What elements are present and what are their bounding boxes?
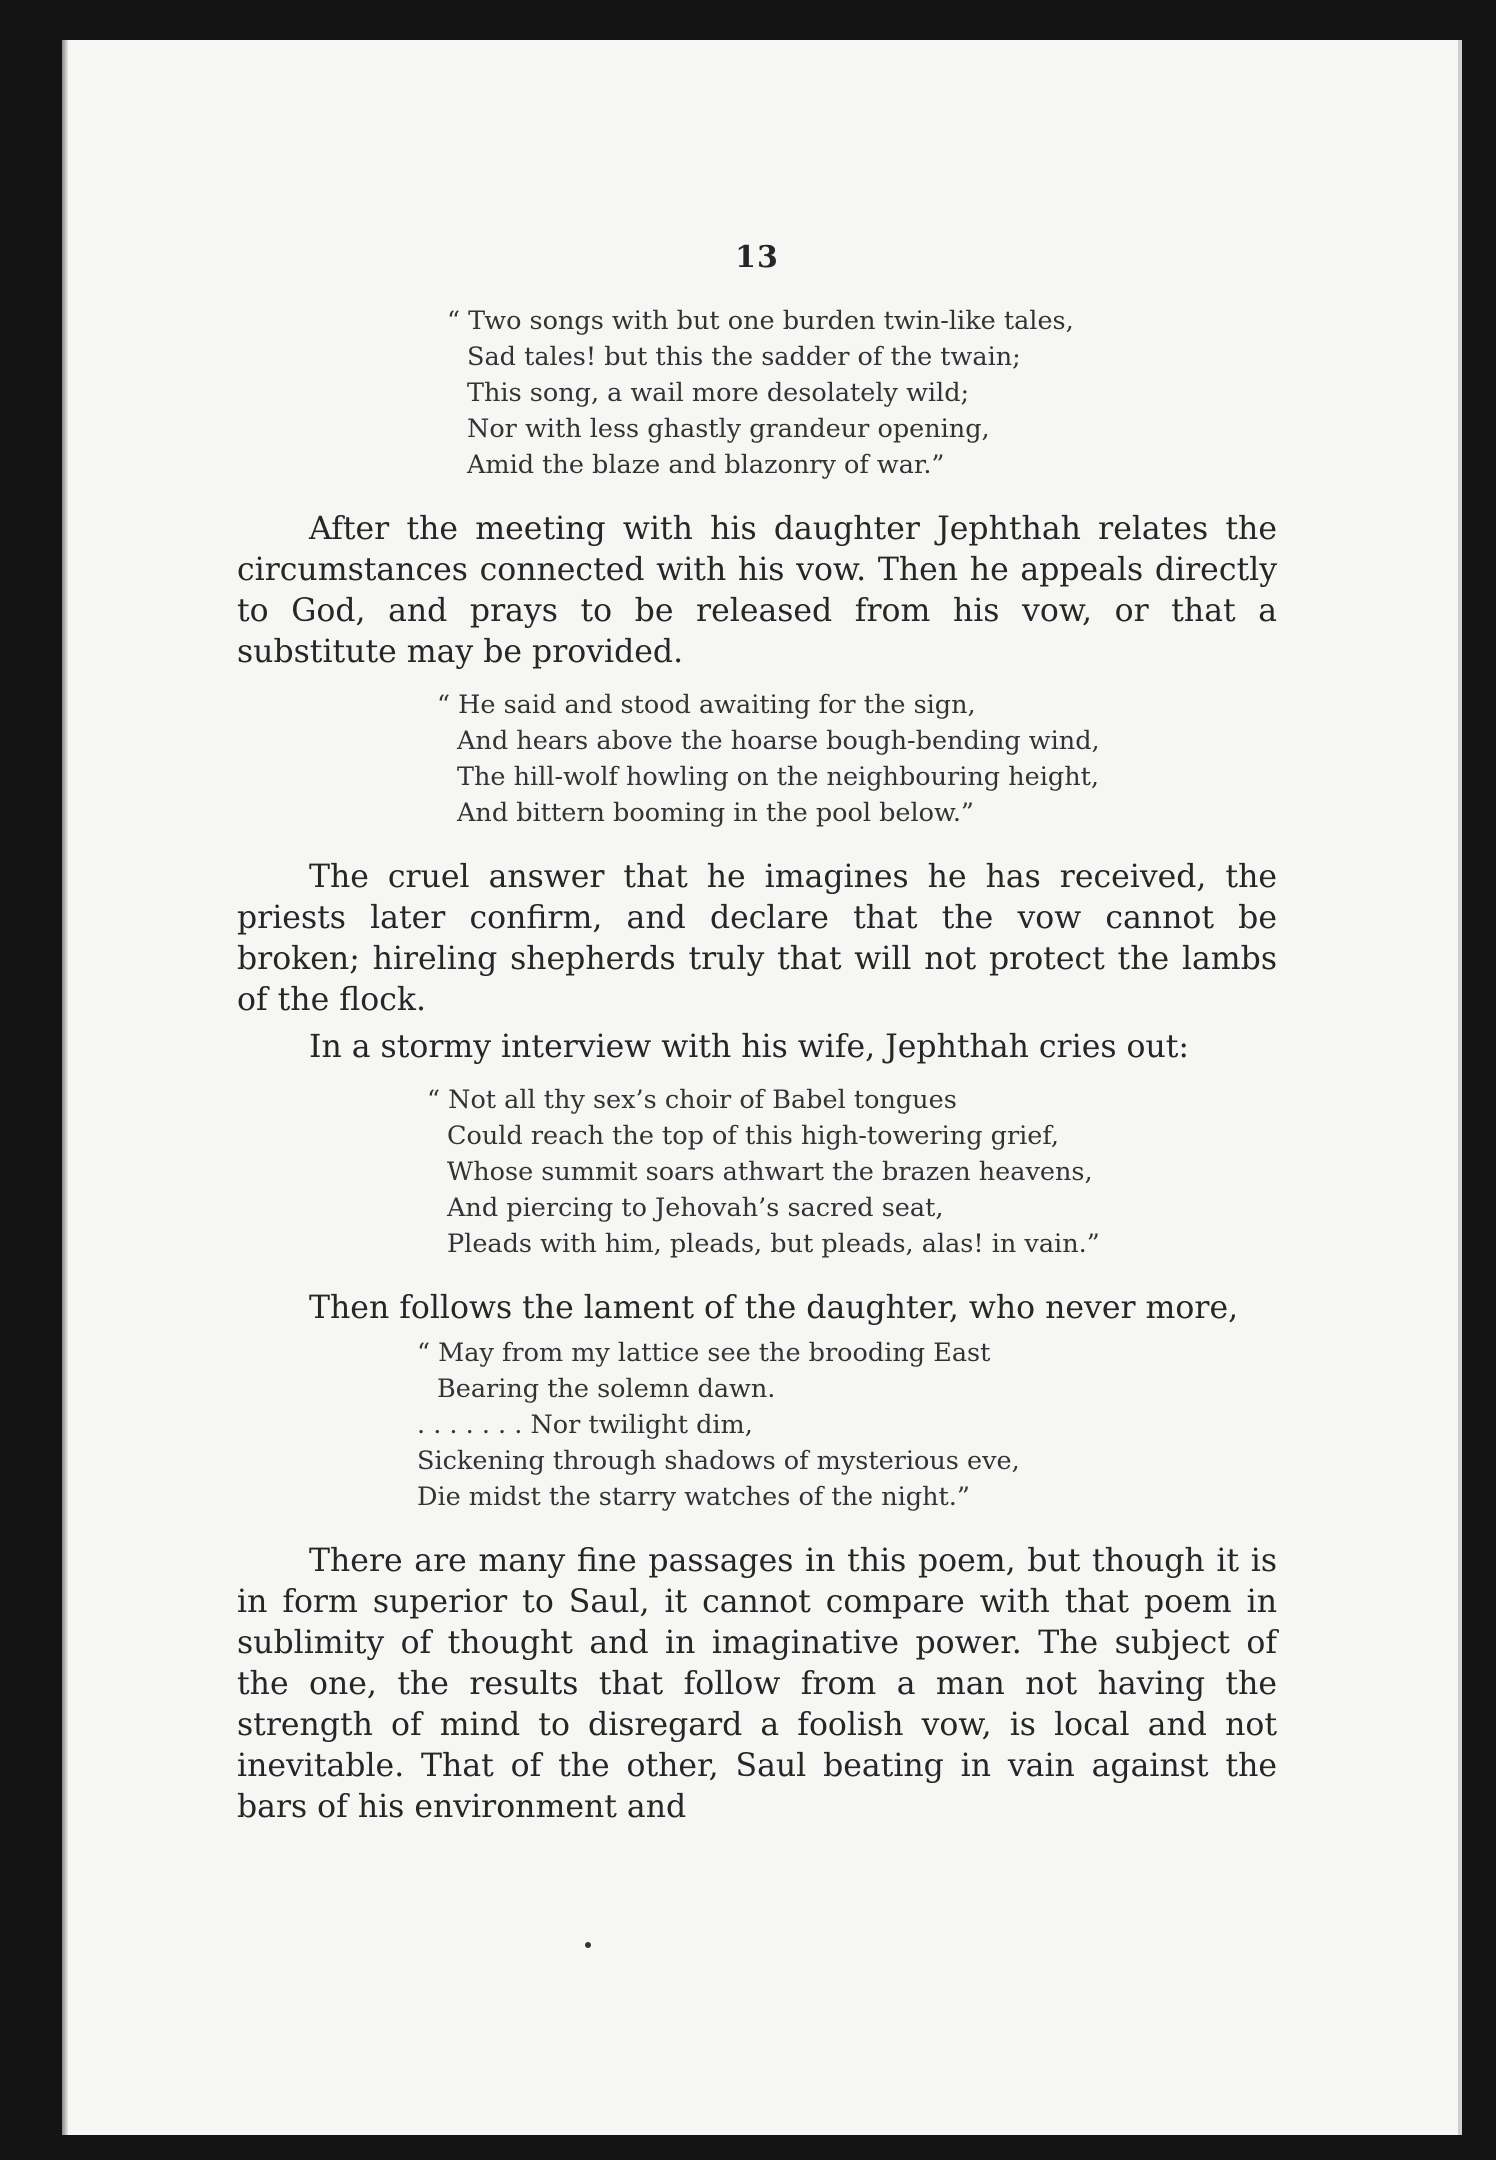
verse-block: [237, 1082, 1277, 1262]
verse-line: Whose summit soars athwart the brazen heavens,: [447, 1157, 1093, 1187]
verse-line: Amid the blaze and blazonry of war.”: [467, 450, 945, 480]
page-content: [237, 240, 1277, 1842]
body-paragraph: Then follows the lament of the daughter, who never more,: [309, 1290, 1239, 1326]
verse-block: [237, 687, 1277, 831]
book-page: [62, 40, 1462, 2135]
body-paragraph: In a stormy interview with his wife, Jephthah cries out:: [309, 1029, 1190, 1065]
body-paragraph: There are many fine passages in this poem, but though it is in form superior to Saul, it cannot compare with that poem in sublimity of thought and in imaginative power. The subject of the one, the results that follow from a man not having the strength of mind to disregard a foolish vow, is local and not inevitable. That of the other, Saul beating in vain against the bars of his environment and: [237, 1543, 1277, 1825]
verse-line: “ Not all thy sex’s choir of Babel tongues: [427, 1085, 957, 1115]
verse-line: Could reach the top of this high-towering grief,: [447, 1121, 1060, 1151]
verse-line: Bearing the solemn dawn.: [437, 1374, 776, 1404]
verse-line: “ He said and stood awaiting for the sign,: [437, 690, 976, 720]
verse-line: Nor with less ghastly grandeur opening,: [467, 414, 990, 444]
verse-block: [237, 303, 1277, 483]
verse-line: This song, a wail more desolately wild;: [467, 378, 970, 408]
print-mark-dot: [585, 1942, 591, 1948]
verse-line: Pleads with him, pleads, but pleads, alas! in vain.”: [447, 1229, 1100, 1259]
verse-line: Die midst the starry watches of the night.”: [417, 1482, 970, 1512]
verse-line: And hears above the hoarse bough-bending wind,: [457, 726, 1100, 756]
verse-line: Sad tales! but this the sadder of the twain;: [467, 342, 1021, 372]
verse-line: . . . . . . . Nor twilight dim,: [417, 1410, 753, 1440]
verse-line: And bittern booming in the pool below.”: [457, 798, 974, 828]
verse-block: [237, 1335, 1277, 1515]
body-paragraph: After the meeting with his daughter Jephthah relates the circumstances connected with his vow. Then he appeals directly to God, and prays to be released from his vow, or that a substitute may be provided.: [237, 511, 1277, 670]
verse-line: The hill-wolf howling on the neighbouring height,: [457, 762, 1100, 792]
page-edge: [1458, 40, 1462, 2135]
page-spine-shadow: [62, 40, 68, 2135]
verse-line: Sickening through shadows of mysterious eve,: [417, 1446, 1020, 1476]
body-paragraph: The cruel answer that he imagines he has received, the priests later confirm, and declare that the vow cannot be broken; hireling shepherds truly that will not protect the lambs of the flock.: [237, 859, 1277, 1018]
verse-line: And piercing to Jehovah’s sacred seat,: [447, 1193, 944, 1223]
page-number: 13: [735, 240, 779, 275]
verse-line: “ May from my lattice see the brooding East: [417, 1338, 991, 1368]
verse-line: “ Two songs with but one burden twin-like tales,: [447, 306, 1074, 336]
